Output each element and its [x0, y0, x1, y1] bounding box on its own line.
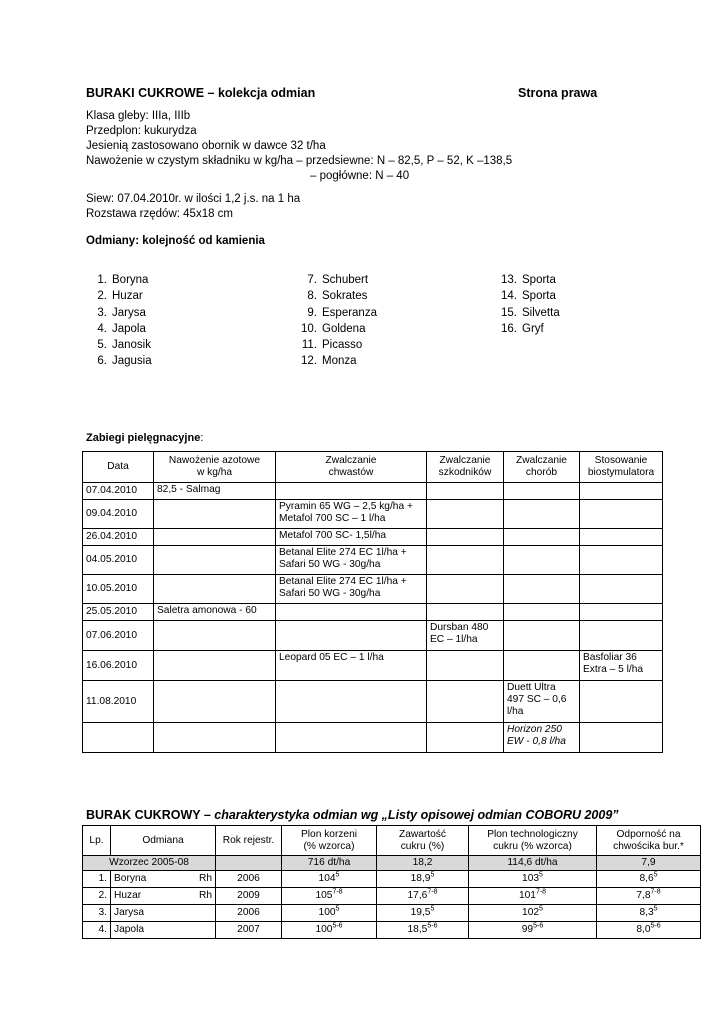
table-row: [83, 604, 663, 621]
cell: [427, 500, 504, 529]
cell: Horizon 250 EW - 0,8 l/ha: [504, 723, 580, 753]
col-header-text: Stosowanie biostymulatora: [587, 455, 655, 478]
cell: [427, 575, 504, 604]
col-header-biostimulant: [580, 452, 663, 483]
cell: Dursban 480 EC – 1l/ha: [427, 621, 504, 651]
col-header-weeds: [276, 452, 427, 483]
variety-name: Boryna: [114, 873, 147, 884]
cell-tech: 99$^{5-6}$: [469, 922, 597, 939]
list-item: 9. Esperanza: [307, 306, 377, 319]
sowing: Siew: 07.04.2010r. w ilości 1,2 j.s. na 1 ha: [86, 193, 301, 205]
cell-year: 2007: [216, 922, 282, 939]
page-side-label: Strona prawa: [518, 86, 598, 100]
cell-sugar: 19,5$^5$: [377, 905, 469, 922]
variety-column-3: [496, 272, 560, 337]
table-row: [83, 529, 663, 546]
cell: Leopard 05 EC – 1 l/ha: [276, 651, 427, 681]
list-item: 4. Japola: [97, 322, 146, 335]
col-header-text: Nawożenie azotowe w kg/ha: [168, 455, 261, 478]
cell-sugar: 18,5$^{5-6}$: [377, 922, 469, 939]
cell-date: 09.04.2010: [83, 500, 154, 529]
table-row: [83, 888, 701, 905]
list-item: 1. Boryna: [97, 274, 149, 286]
col-header-year: [216, 826, 282, 856]
treatments-table: [82, 451, 663, 753]
cell-tech: $102^5$: [469, 905, 597, 922]
cell-date: 26.04.2010: [83, 529, 154, 546]
col-header-pests: [427, 452, 504, 483]
list-item: 13. Sporta: [501, 274, 556, 286]
reference-row: [83, 856, 701, 871]
cell-variety: [111, 905, 216, 922]
cell: [154, 651, 276, 681]
variety-tag: Rh: [198, 873, 212, 884]
cell-date: 11.08.2010: [83, 681, 154, 723]
cell: [154, 529, 276, 546]
cell: [504, 500, 580, 529]
table-row: [83, 871, 701, 888]
cell-variety: [111, 922, 216, 939]
list-item: 14. Sporta: [501, 290, 556, 303]
cell-date: 10.05.2010: [83, 575, 154, 604]
list-item: 2. Huzar: [97, 290, 143, 303]
cell: Metafol 700 SC- 1,5l/ha: [276, 529, 427, 546]
previous-crop: Przedplon: kukurydza: [86, 125, 197, 137]
cell: [580, 575, 663, 604]
cell: [154, 546, 276, 575]
cell-year: 2006: [216, 871, 282, 888]
col-header-text: Data: [107, 461, 129, 472]
cell-date: 04.05.2010: [83, 546, 154, 575]
cell-date: 25.05.2010: [83, 604, 154, 621]
cell: [504, 529, 580, 546]
table-row: [83, 546, 663, 575]
col-header-sugar: [377, 826, 469, 856]
variety-column-2: [296, 272, 377, 370]
variety-name: Huzar: [114, 890, 142, 901]
cell-resistance: 7,8$^{7-8}$: [597, 888, 701, 905]
variety-column-1: [86, 272, 152, 370]
col-header-lp: [83, 826, 111, 856]
cell-lp: 3.: [83, 905, 111, 922]
cell: Duett Ultra 497 SC – 0,6 l/ha: [504, 681, 580, 723]
table-row: [83, 905, 701, 922]
list-item: 10. Goldena: [301, 322, 366, 335]
cell: [580, 483, 663, 500]
cell: 82,5 - Salmag: [154, 483, 276, 500]
cell: Basfoliar 36 Extra – 5 l/ha: [580, 651, 663, 681]
reference-resistance: 7,9: [597, 856, 701, 871]
col-header-text: Zawartość cukru (%): [399, 828, 446, 852]
col-header-variety: [111, 826, 216, 856]
characteristics-heading: BURAK CUKROWY – charakterystyka odmian wg „Listy opisowej odmian COBORU 2009”: [86, 808, 619, 822]
cell-root: $100^5$: [282, 905, 377, 922]
cell: [427, 546, 504, 575]
list-item: 7. Schubert: [307, 274, 369, 286]
cell: [580, 621, 663, 651]
cell: [154, 723, 276, 753]
col-header-resistance: [597, 826, 701, 856]
reference-sugar: 18,2: [377, 856, 469, 871]
cell-lp: 2.: [83, 888, 111, 905]
cell-tech: $103^5$: [469, 871, 597, 888]
cell: [504, 575, 580, 604]
cell-resistance: $8,3^5$: [597, 905, 701, 922]
row-spacing: Rozstawa rzędów: 45x18 cm: [86, 208, 234, 220]
soil-class: Klasa gleby: IIIa, IIIb: [86, 110, 191, 122]
variety-tag: Rh: [198, 890, 212, 901]
cell: [154, 500, 276, 529]
cell-resistance: 8,0$^{5-6}$: [597, 922, 701, 939]
fertilization-line-2: – pogłówne: N – 40: [310, 170, 410, 182]
varieties-heading: Odmiany: kolejność od kamienia: [86, 235, 265, 247]
cell: [276, 723, 427, 753]
cell-year: 2006: [216, 905, 282, 922]
cell: [427, 604, 504, 621]
cell-root: 105$^{7-8}$: [282, 888, 377, 905]
page-title: BURAKI CUKROWE – kolekcja odmian: [86, 86, 316, 100]
cell: [276, 621, 427, 651]
cell: [580, 500, 663, 529]
col-header-text: Odporność na chwościka bur.*: [613, 828, 684, 852]
cell: [154, 681, 276, 723]
cell-tech: 101$^{7-8}$: [469, 888, 597, 905]
cell: [504, 621, 580, 651]
cell: [580, 529, 663, 546]
reference-root-yield: 716 dt/ha: [282, 856, 377, 871]
col-header-text: Lp.: [89, 834, 104, 846]
cell: [580, 604, 663, 621]
list-item: 6. Jagusia: [97, 355, 152, 368]
reference-tech-yield: 114,6 dt/ha: [469, 856, 597, 871]
cell: [504, 604, 580, 621]
cell-resistance: $8,6^5$: [597, 871, 701, 888]
table-row: [83, 922, 701, 939]
col-header-text: Odmiana: [142, 834, 184, 846]
cell: [276, 483, 427, 500]
cell: [427, 723, 504, 753]
table-header-row: [83, 826, 701, 856]
list-item: 11. Picasso: [301, 339, 363, 352]
table-row: [83, 500, 663, 529]
cell: [504, 546, 580, 575]
cell: [580, 546, 663, 575]
cell-date: 07.06.2010: [83, 621, 154, 651]
table-row: [83, 575, 663, 604]
characteristics-table: [82, 825, 701, 939]
list-item: 12. Monza: [301, 355, 357, 368]
col-header-text: Zwalczanie chorób: [516, 455, 567, 478]
cell: [580, 723, 663, 753]
cell-lp: 4.: [83, 922, 111, 939]
cell-date: 07.04.2010: [83, 483, 154, 500]
cell: [504, 651, 580, 681]
col-header-date: [83, 452, 154, 483]
cell: [276, 604, 427, 621]
cell: [427, 681, 504, 723]
col-header-nitrogen: [154, 452, 276, 483]
list-item: 16. Gryf: [501, 322, 544, 335]
cell-lp: 1.: [83, 871, 111, 888]
table-row: [83, 681, 663, 723]
col-header-text: Plon technologiczny cukru (% wzorca): [487, 828, 578, 852]
cell-date: [83, 723, 154, 753]
cell-date: 16.06.2010: [83, 651, 154, 681]
cell: Saletra amonowa - 60: [154, 604, 276, 621]
list-item: 15. Silvetta: [501, 306, 560, 319]
cell: [427, 483, 504, 500]
cell: [216, 856, 282, 871]
col-header-text: Zwalczanie chwastów: [325, 455, 377, 478]
col-header-text: Zwalczanie szkodników: [438, 455, 492, 478]
col-header-diseases: [504, 452, 580, 483]
table-row: [83, 621, 663, 651]
cell-sugar: 17,6$^{7-8}$: [377, 888, 469, 905]
list-item: 3. Jarysa: [97, 306, 146, 319]
col-header-tech-yield: [469, 826, 597, 856]
list-item: 8. Sokrates: [307, 290, 368, 303]
cell-variety: [111, 871, 216, 888]
cell-sugar: 18,9$^5$: [377, 871, 469, 888]
col-header-text: Plon korzeni (% wzorca): [300, 828, 358, 852]
treatments-heading: Zabiegi pielęgnacyjne:: [86, 432, 204, 444]
cell-year: 2009: [216, 888, 282, 905]
col-header-text: Rok rejestr.: [222, 834, 275, 846]
sowing-block: [86, 192, 300, 222]
table-row: [83, 723, 663, 753]
cell: [427, 651, 504, 681]
cell: [580, 681, 663, 723]
cell: [427, 529, 504, 546]
fertilization-line-1: Nawożenie w czystym składniku w kg/ha – przedsiewne: N – 82,5, P – 52, K –138,5: [86, 155, 513, 167]
cell: [276, 681, 427, 723]
cell: Betanal Elite 274 EC 1l/ha + Safari 50 WG - 30g/ha: [276, 575, 427, 604]
info-block: [86, 109, 512, 184]
cell: [154, 575, 276, 604]
cell: Betanal Elite 274 EC 1l/ha + Safari 50 WG - 30g/ha: [276, 546, 427, 575]
variety-name: Jarysa: [114, 907, 145, 918]
cell-variety: [111, 888, 216, 905]
cell-root: 100$^{5-6}$: [282, 922, 377, 939]
table-row: [83, 651, 663, 681]
cell-root: $104^5$: [282, 871, 377, 888]
table-header-row: [83, 452, 663, 483]
cell: Pyramin 65 WG – 2,5 kg/ha + Metafol 700 SC – 1 l/ha: [276, 500, 427, 529]
cell: [504, 483, 580, 500]
col-header-root-yield: [282, 826, 377, 856]
reference-label: Wzorzec 2005-08: [83, 856, 216, 871]
list-item: 5. Janosik: [97, 339, 151, 352]
variety-name: Japola: [114, 924, 145, 935]
manure: Jesienią zastosowano obornik w dawce 32 t/ha: [86, 140, 326, 152]
table-row: [83, 483, 663, 500]
cell: [154, 621, 276, 651]
